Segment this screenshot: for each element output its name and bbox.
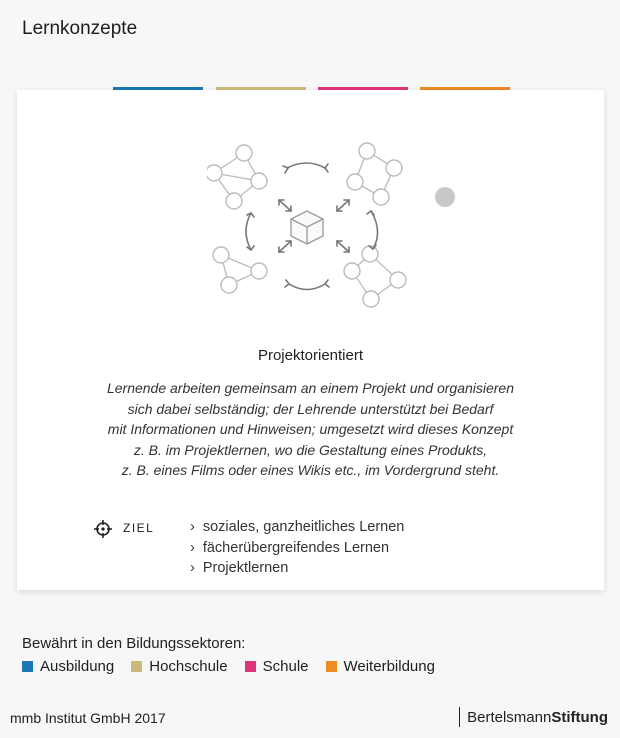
description-line: Lernende arbeiten gemeinsam an einem Projekt und organisieren [106,380,515,396]
legend-swatch [22,661,33,672]
legend-label: Schule [262,658,309,675]
bertelsmann-stiftung-logo [459,707,608,727]
target-icon [93,519,113,539]
legend-label: Ausbildung [40,658,115,675]
concept-title: Projektorientiert [257,347,364,364]
sectors-title: Bewährt in den Bildungssektoren: [22,635,246,652]
goal-list [190,517,404,579]
project-network-illustration [207,135,437,355]
logo-divider [459,707,461,727]
legend-item-schule [245,658,309,675]
logo-text-part2: Stiftung [551,708,608,726]
goal-label: ZIEL [123,521,155,535]
sector-legend [22,658,452,675]
legend-item-ausbildung [22,658,114,675]
legend-swatch [131,661,142,672]
legend-item-hochschule [131,658,227,675]
goal-item: › fächerübergreifendes Lernen [190,538,404,559]
page-title: Lernkonzepte [22,18,138,39]
legend-item-weiterbildung [326,658,435,675]
concept-description [77,378,544,481]
legend-swatch [326,661,337,672]
slide-indicator-dot[interactable] [435,187,455,207]
legend-swatch [245,661,256,672]
logo-text-part1: Bertelsmann [467,708,552,726]
description-line: sich dabei selbständig; der Lehrende unterstützt bei Bedarf [127,400,494,417]
concept-card [17,90,604,590]
source-credit: mmb Institut GmbH 2017 [10,710,166,726]
legend-label: Weiterbildung [343,658,435,675]
description-line: mit Informationen und Hinweisen; umgesetzt wird dieses Konzept [107,421,514,437]
legend-label: Hochschule [149,658,228,675]
description-line: z. B. im Projektlernen, wo die Gestaltung eines Produkts, [133,441,488,458]
description-line: z. B. eines Films oder eines Wikis etc., im Vordergrund steht. [121,462,500,478]
goal-item: › soziales, ganzheitliches Lernen [190,517,404,538]
goal-item: › Projektlernen [190,558,404,579]
